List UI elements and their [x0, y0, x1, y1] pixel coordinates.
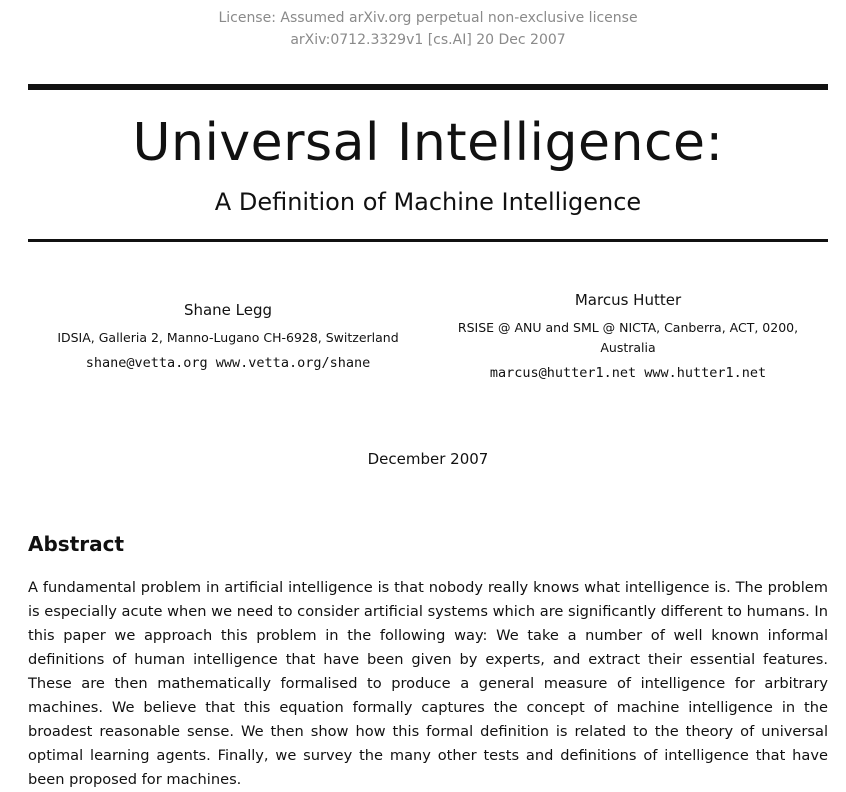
abstract-heading: Abstract: [28, 532, 125, 556]
arxiv-identifier[interactable]: arXiv:0712.3329v1 [cs.AI] 20 Dec 2007: [290, 32, 566, 48]
license-line: License: Assumed arXiv.org perpetual non-exclusive license: [218, 10, 638, 26]
author-contact[interactable]: shane@vetta.org www.vetta.org/shane: [85, 355, 371, 371]
author-affiliation: RSISE @ ANU and SML @ NICTA, Canberra, ACT, 0200, Australia: [457, 320, 799, 355]
author-block-legg: [40, 299, 416, 374]
license-notice: [0, 7, 846, 51]
author-name: Shane Legg: [183, 301, 273, 319]
author-name: Marcus Hutter: [574, 291, 682, 309]
bottom-rule: [28, 239, 828, 242]
paper-subtitle: A Definition of Machine Intelligence: [214, 188, 642, 216]
abstract-text: A fundamental problem in artificial intelligence is that nobody really knows what intelligence is. The problem is especially acute when we need to consider artificial systems which are significantly different to humans. In this paper we approach this problem in the following way: We take a number of well known informal definitions of human intelligence that have been given by experts, and extract their essential features. These are then mathematically formalised to produce a general measure of intelligence for arbitrary machines. We believe that this equation formally captures the concept of machine intelligence in the broadest reasonable sense. We then show how this formal definition is related to the theory of universal optimal learning agents. Finally, we survey the many other tests and definitions of intelligence that have been proposed for machines.: [28, 579, 828, 788]
publication-date: December 2007: [367, 450, 489, 468]
top-rule: [28, 84, 828, 90]
author-affiliation: IDSIA, Galleria 2, Manno-Lugano CH-6928, Switzerland: [57, 330, 399, 345]
author-block-hutter: [446, 289, 810, 384]
author-contact[interactable]: marcus@hutter1.net www.hutter1.net: [489, 365, 767, 381]
paper-title: Universal Intelligence:: [132, 113, 724, 173]
